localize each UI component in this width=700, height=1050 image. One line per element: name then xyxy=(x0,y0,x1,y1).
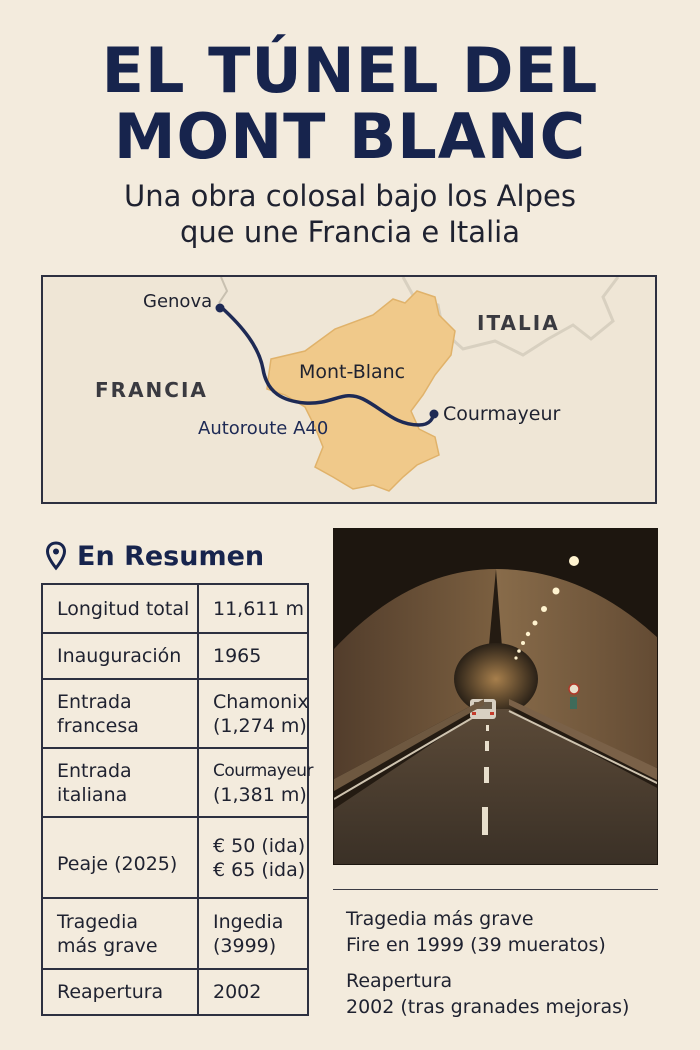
subtitle-line-2: que une Francia e Italia xyxy=(180,215,520,249)
row-value: 1965 xyxy=(198,633,308,679)
page-subtitle xyxy=(0,178,700,250)
table-row xyxy=(42,679,308,748)
genova-marker xyxy=(216,304,225,313)
table-row xyxy=(42,898,308,969)
table-row xyxy=(42,748,308,817)
table-row xyxy=(42,817,308,898)
map-label-autoroute: Autoroute A40 xyxy=(198,418,329,439)
note-reopen-title: Reapertura xyxy=(346,970,453,992)
title-line-2: MONT BLANC xyxy=(113,100,587,173)
table-row xyxy=(42,584,308,633)
note-tragedy-text: Fire en 1999 (39 mueratos) xyxy=(346,934,606,956)
row-key xyxy=(42,679,198,748)
row-value: 2002 xyxy=(198,969,308,1015)
border-line-small xyxy=(219,277,227,303)
subtitle-line-1: Una obra colosal bajo los Alpes xyxy=(124,179,576,213)
row-key xyxy=(42,748,198,817)
note-tragedy xyxy=(346,906,606,958)
route-map xyxy=(41,275,657,504)
row-key xyxy=(42,898,198,969)
row-value-line-1: € 50 (ida) xyxy=(213,834,306,857)
row-value-line-1: Ingedia xyxy=(213,910,284,933)
map-label-italia: ITALIA xyxy=(477,311,560,335)
table-row xyxy=(42,969,308,1015)
row-key-line-2: francesa xyxy=(57,714,139,737)
row-key: Longitud total xyxy=(42,584,198,633)
map-label-genova: Genova xyxy=(143,291,213,312)
row-value-line-2: (1,381 m) xyxy=(213,783,307,806)
summary-heading xyxy=(45,538,264,574)
row-value xyxy=(198,748,313,817)
note-tragedy-title: Tragedia más grave xyxy=(346,908,534,930)
row-key-line-1: Entrada xyxy=(57,759,132,782)
row-value xyxy=(198,898,308,969)
note-reopen-text: 2002 (tras granades mejoras) xyxy=(346,996,630,1018)
table-row xyxy=(42,633,308,679)
row-value-line-2: (1,274 m) xyxy=(213,714,307,737)
tunnel-photo xyxy=(333,528,658,865)
row-value xyxy=(198,817,308,898)
summary-table xyxy=(41,583,313,1016)
courmayeur-marker xyxy=(430,410,439,419)
notes-divider xyxy=(333,889,658,890)
tunnel-illustration xyxy=(334,529,658,865)
row-key: Reapertura xyxy=(42,969,198,1015)
title-line-1: EL TÚNEL DEL xyxy=(101,34,599,107)
note-reopen xyxy=(346,968,629,1020)
summary-title: En Resumen xyxy=(77,540,265,572)
page-title xyxy=(0,34,700,173)
map-label-francia: FRANCIA xyxy=(95,378,208,402)
map-label-montblanc: Mont-Blanc xyxy=(299,361,406,383)
row-value xyxy=(198,679,308,748)
row-key-line-1: Entrada xyxy=(57,690,132,713)
row-key-line-2: más grave xyxy=(57,934,158,957)
row-key: Inauguración xyxy=(42,633,198,679)
row-value-line-1: Courmayeur xyxy=(213,760,313,781)
row-key: Peaje (2025) xyxy=(42,817,198,898)
mont-blanc-massif xyxy=(267,291,455,491)
row-value-line-1: Chamonix xyxy=(213,690,309,713)
row-key-line-1: Tragedia xyxy=(57,910,139,933)
row-value: 11,611 m xyxy=(198,584,308,633)
location-pin-icon xyxy=(45,541,67,571)
row-value-line-2: (3999) xyxy=(213,934,277,957)
row-key-line-2: italiana xyxy=(57,783,128,806)
map-label-courmayeur: Courmayeur xyxy=(443,403,561,425)
row-value-line-2: € 65 (ida) xyxy=(213,858,306,881)
